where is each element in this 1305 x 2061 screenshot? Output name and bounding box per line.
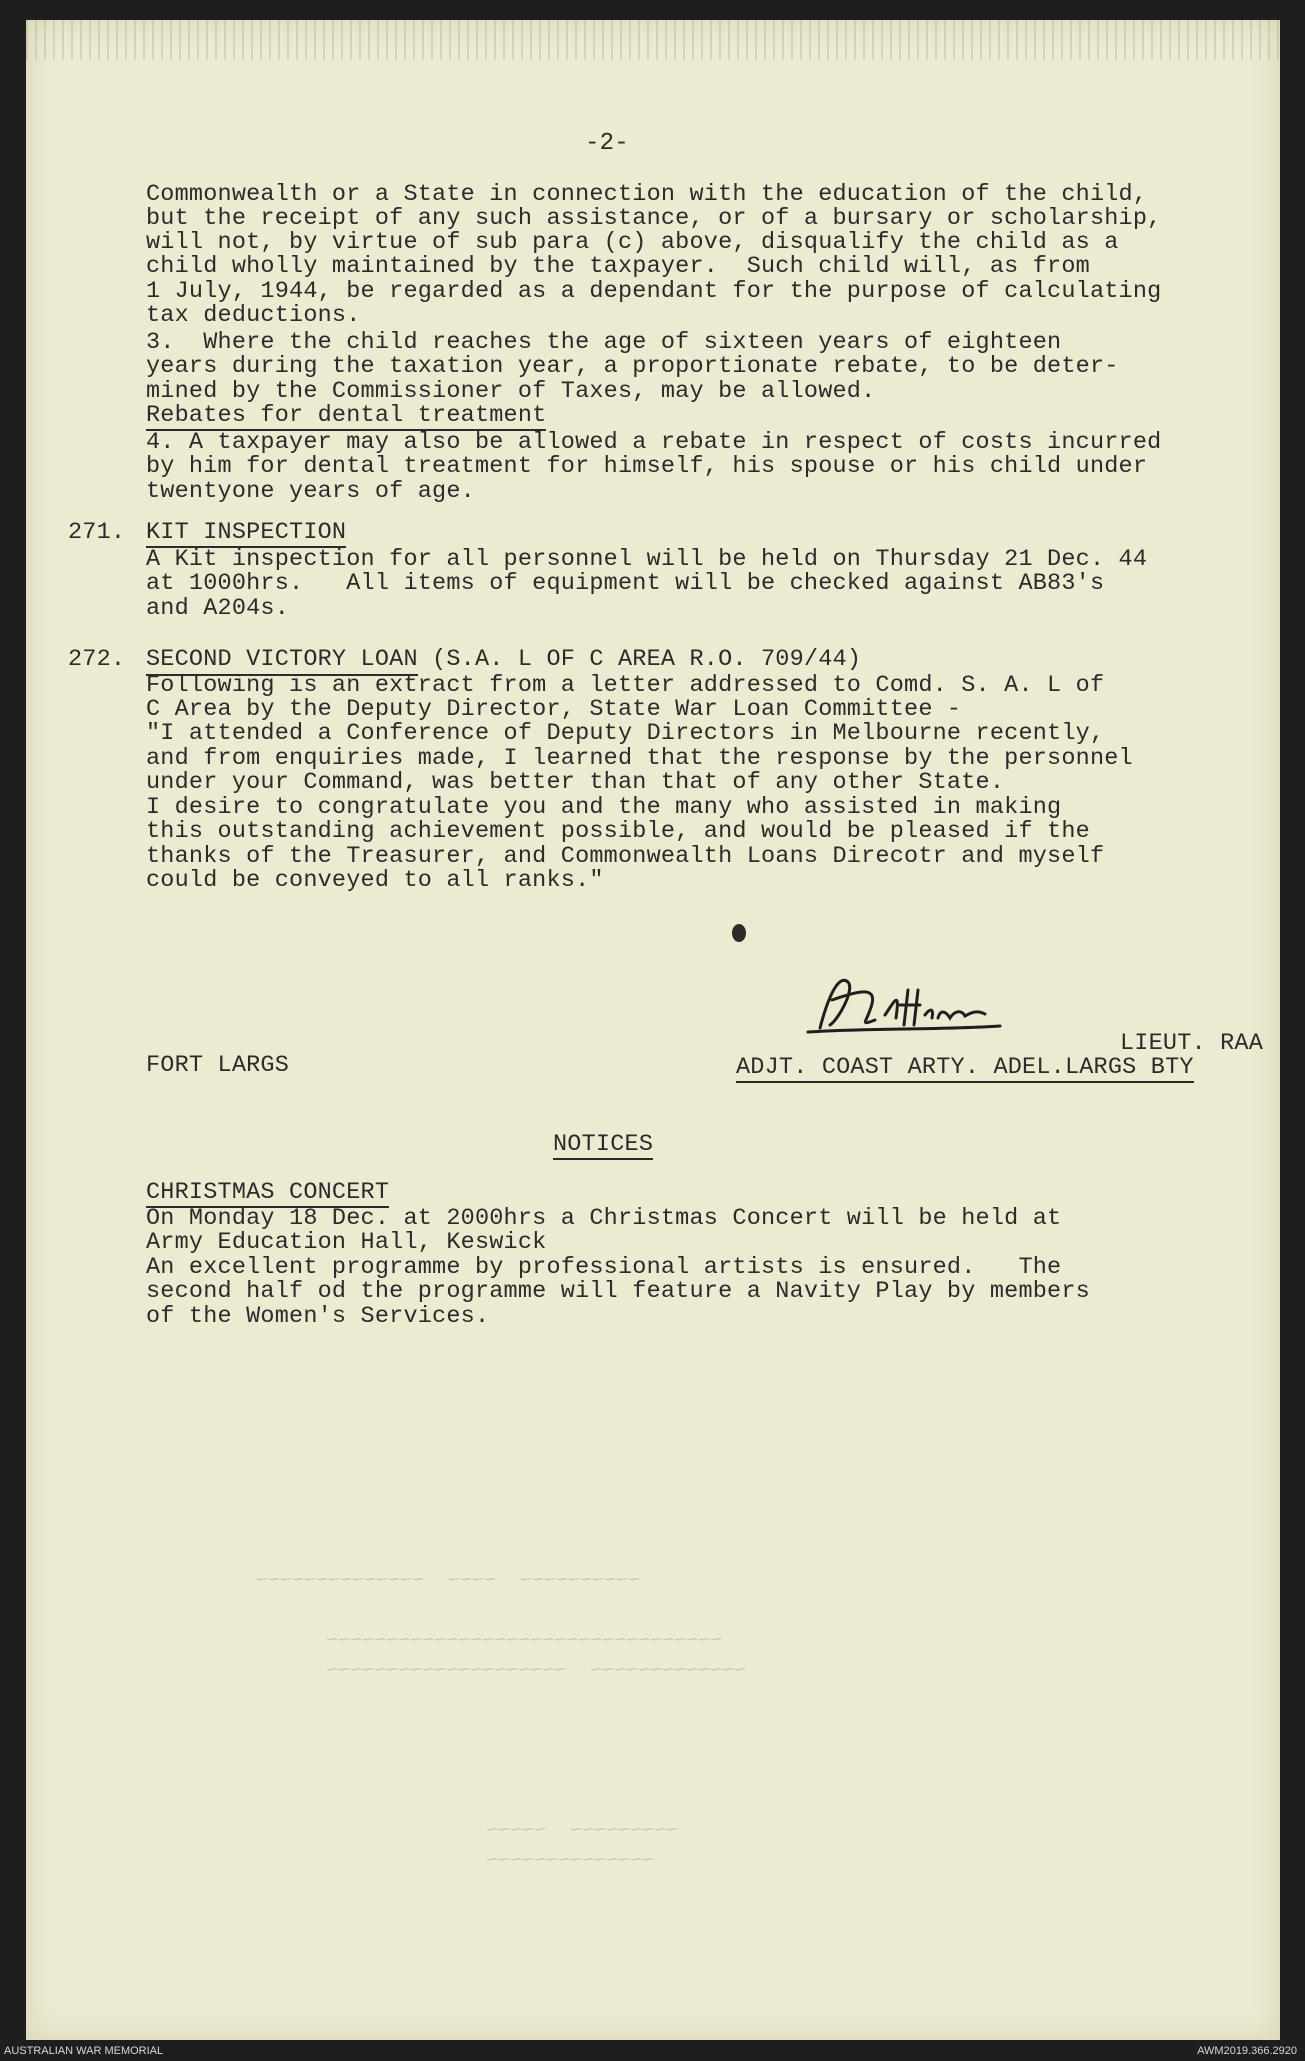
intro-line: but the receipt of any such assistance, or of a bursary or scholarship, (146, 205, 1162, 232)
bleed-through-mark: ~~~~~~~~~~ ~~~~ ~~~~~~~~~~~~~~ (256, 1570, 641, 1593)
signatory-rank: LIEUT. RAA (1120, 1030, 1264, 1057)
intro-line: will not, by virtue of sub para (c) above, disqualify the child as a (146, 229, 1119, 256)
top-edge-speckle (26, 20, 1280, 60)
notice-line: Army Education Hall, Keswick (146, 1229, 547, 1256)
item-272-line: thanks of the Treasurer, and Commonwealth Loans Direcotr and myself (146, 843, 1105, 870)
signatory-title: ADJT. COAST ARTY. ADEL.LARGS BTY (736, 1054, 1194, 1081)
item-272-line: I desire to congratulate you and the many who assisted in making (146, 794, 1062, 821)
archive-footer-right: AWM2019.366.2920 (1197, 2045, 1297, 2057)
bleed-through-mark: ~~~~~~~~~~~~~~ (486, 1850, 655, 1873)
item-272-line: "I attended a Conference of Deputy Directors in Melbourne recently, (146, 720, 1105, 747)
item-272-line: under your Command, was better than that of any other State. (146, 769, 1005, 796)
item-271-line: and A204s. (146, 595, 290, 622)
intro-line: tax deductions. (146, 302, 361, 329)
item-271-heading: KIT INSPECTION (146, 519, 347, 546)
item-272-heading: SECOND VICTORY LOAN (146, 646, 418, 676)
intro-line: mined by the Commissioner of Taxes, may be allowed. (146, 378, 876, 405)
christmas-concert-heading: CHRISTMAS CONCERT (146, 1179, 390, 1206)
notice-line: On Monday 18 Dec. at 2000hrs a Christmas Concert will be held at (146, 1205, 1062, 1232)
item-272-line: Following is an extract from a letter addressed to Comd. S. A. L of (146, 672, 1105, 699)
item-272-reference: (S.A. L OF C AREA R.O. 709/44) (417, 646, 862, 673)
handwritten-signature (800, 970, 1020, 1040)
rebates-heading: Rebates for dental treatment (146, 402, 547, 429)
item-272-number: 272. (68, 646, 126, 673)
item-272-line: and from enquiries made, I learned that the response by the personnel (146, 745, 1133, 772)
intro-line: 1 July, 1944, be regarded as a dependant for the purpose of calculating (146, 278, 1162, 305)
item-272-line: could be conveyed to all ranks." (146, 867, 604, 894)
rebates-line: by him for dental treatment for himself, his spouse or his child under (146, 453, 1148, 480)
item-271-line: A Kit inspection for all personnel will be held on Thursday 21 Dec. 44 (146, 546, 1148, 573)
intro-line: child wholly maintained by the taxpayer. Such child will, as from (146, 253, 1090, 280)
archive-footer-left: AUSTRALIAN WAR MEMORIAL (4, 2045, 164, 2057)
notice-line: An excellent programme by professional artists is ensured. The (146, 1254, 1062, 1281)
intro-line: 3. Where the child reaches the age of sixteen years of eighteen (146, 329, 1062, 356)
bleed-through-mark: ~~~~~~~~~ ~~~~~ (486, 1820, 679, 1843)
item-272-line: C Area by the Deputy Director, State War Loan Committee - (146, 696, 962, 723)
item-272-heading-row (146, 648, 861, 672)
intro-line: years during the taxation year, a proportionate rebate, to be deter- (146, 353, 1119, 380)
signoff-location: FORT LARGS (146, 1052, 290, 1079)
rebates-line: twentyone years of age. (146, 478, 475, 505)
ink-blot (732, 924, 746, 942)
item-272-line: this outstanding achievement possible, and would be pleased if the (146, 818, 1090, 845)
item-271-number: 271. (68, 519, 126, 546)
bleed-through-mark: ~~~~~~~~~~~~~~~~~~~~~~~~~~~~~~~~~ (326, 1630, 723, 1653)
page-number: -2- (585, 130, 629, 157)
notice-line: of the Women's Services. (146, 1303, 490, 1330)
item-271-line: at 1000hrs. All items of equipment will be checked against AB83's (146, 570, 1105, 597)
bleed-through-mark: ~~~~~~~~~~~~~ ~~~~~~~~~~~~~~~~~~~~ (326, 1660, 747, 1683)
intro-line: Commonwealth or a State in connection with the education of the child, (146, 181, 1148, 208)
rebates-line: 4. A taxpayer may also be allowed a rebate in respect of costs incurred (146, 429, 1162, 456)
notices-heading: NOTICES (553, 1131, 654, 1158)
notice-line: second half od the programme will feature a Navity Play by members (146, 1278, 1090, 1305)
